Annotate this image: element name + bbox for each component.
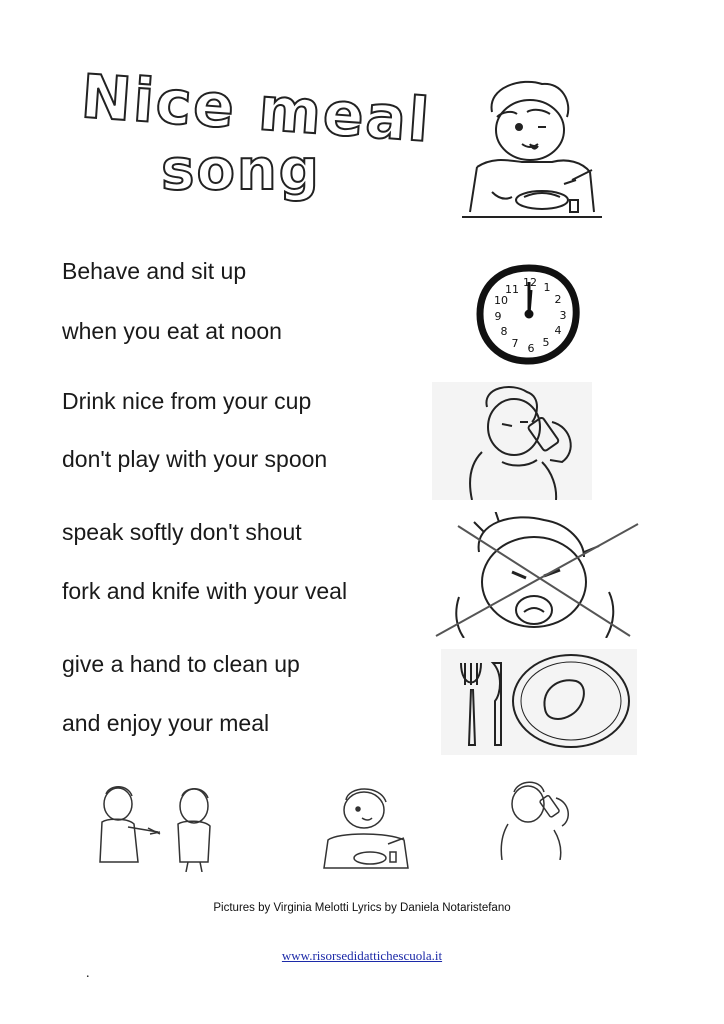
clock-number-3: 3	[559, 309, 567, 322]
website-link[interactable]: www.risorsedidattichescuola.it	[281, 948, 443, 963]
boy-drinking-illustration	[432, 382, 592, 500]
lyric-line-1: Behave and sit up	[62, 258, 247, 284]
bullet-mark: .	[86, 966, 90, 981]
clock-number-2: 2	[554, 293, 562, 306]
shouting-boy-crossed-illustration	[434, 512, 640, 638]
lyric-line-2: when you eat at noon	[62, 318, 282, 344]
lyric-line-3: Drink nice from your cup	[62, 388, 312, 414]
clock-number-5: 5	[542, 336, 550, 349]
cutlery-plate-illustration	[441, 649, 637, 755]
lyric-line-4: don't play with your spoon	[62, 446, 328, 472]
boy-eating-illustration	[462, 72, 602, 222]
credits-line: Pictures by Virginia Melotti Lyrics by Daniela Notaristefano	[213, 902, 511, 914]
clock-number-7: 7	[511, 337, 519, 350]
lyric-line-5: speak softly don't shout	[62, 519, 302, 545]
clock-number-11: 11	[505, 283, 519, 296]
clock-number-6: 6	[527, 342, 535, 355]
boy-eating-small-illustration	[318, 780, 414, 872]
clock-number-4: 4	[554, 324, 562, 337]
cross-line-1	[436, 524, 638, 636]
boy-drinking-small-illustration	[492, 776, 580, 860]
lyric-line-6: fork and knife with your veal	[62, 578, 348, 604]
clock-number-8: 8	[500, 325, 508, 338]
children-walking-illustration	[88, 782, 238, 872]
clock-number-9: 9	[494, 310, 502, 323]
clock-number-10: 10	[494, 294, 508, 307]
song-title	[76, 61, 436, 203]
clock-number-1: 1	[543, 281, 551, 294]
lyric-line-7: give a hand to clean up	[62, 651, 300, 677]
lyric-line-8: and enjoy your meal	[62, 710, 270, 736]
title-line-2: song	[161, 138, 321, 203]
clock-illustration	[474, 262, 584, 367]
clock-number-12: 12	[523, 276, 537, 289]
title-line-1: Nice meal	[78, 61, 434, 157]
